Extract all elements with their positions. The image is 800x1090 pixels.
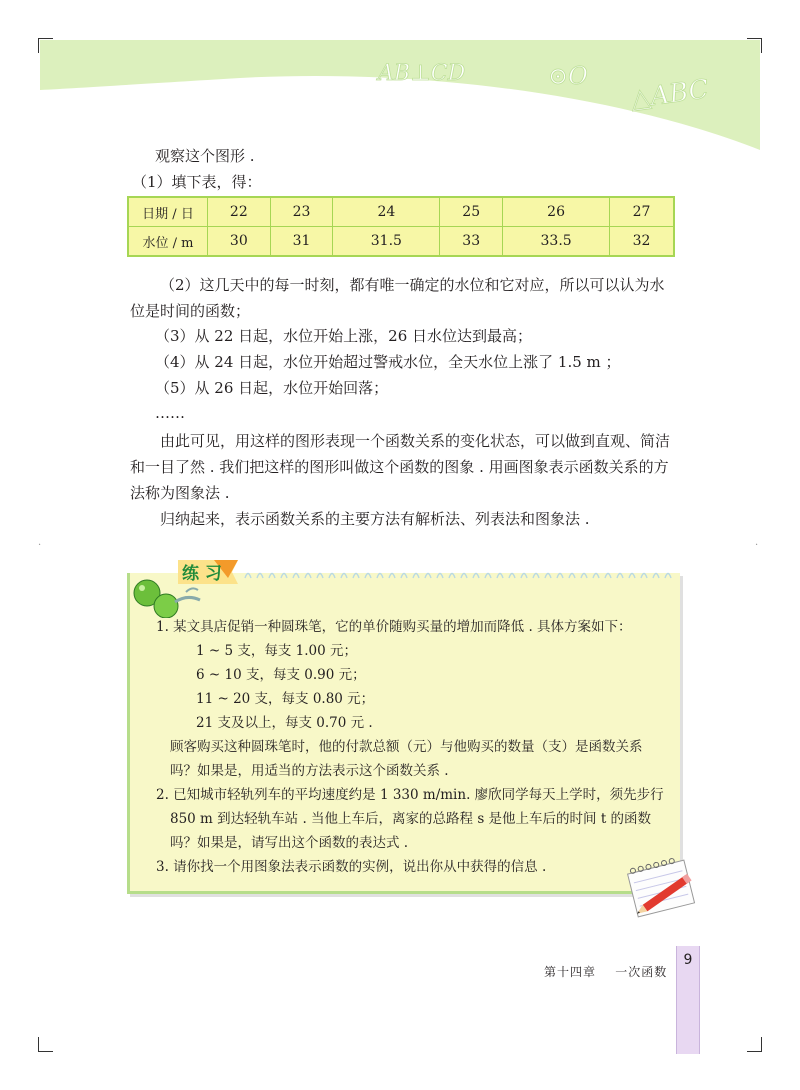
- conclusion-paragraph: 由此可见，用这样的图形表现一个函数关系的变化状态，可以做到直观、简洁和一目了然 . 我们把这样的图形叫做这个函数的图象 . 用画图象表示函数关系的方法称为图象法 .: [130, 432, 671, 502]
- practice-title-badge: [178, 560, 238, 584]
- circle-symbol-text: ⊙O: [548, 62, 588, 90]
- table-cell: 26: [503, 197, 610, 227]
- crop-mark-bottom-right: [747, 1037, 762, 1052]
- exercise-question-1: 1. 某文具店促销一种圆珠笔，它的单价随购买量的增加而降低 . 具体方案如下：: [156, 619, 632, 635]
- table-cell: 31.5: [333, 227, 440, 257]
- table-cell: 32: [610, 227, 674, 257]
- table-cell: 24: [333, 197, 440, 227]
- water-level-table: [127, 196, 675, 257]
- triangle-symbol-text: △ABC: [628, 74, 711, 115]
- step-1-text: （1）填下表，得：: [132, 173, 262, 191]
- table-cell: 31: [270, 227, 333, 257]
- step-4-text: （4）从 24 日起，水位开始超过警戒水位，全天水位上涨了 1.5 m ；: [155, 353, 621, 371]
- notebook-pencil-icon: [618, 852, 708, 924]
- exercise-box: [127, 573, 680, 894]
- exercise-header-art: [120, 548, 685, 618]
- exercise-question-3: 3. 请你找一个用图象法表示函数的实例，说出你从中获得的信息 .: [156, 859, 547, 875]
- perpendicular-symbol-text: AB⊥CD: [378, 61, 466, 86]
- margin-dot: ·: [755, 540, 759, 551]
- exercise-question-1-tail: 吗？如果是，用适当的方法表示这个函数关系 .: [170, 763, 449, 779]
- ellipsis-text: ……: [155, 404, 185, 422]
- table-cell: 30: [208, 227, 271, 257]
- step-3-text: （3）从 22 日起，水位开始上涨，26 日水位达到最高；: [155, 327, 533, 345]
- table-row-water-level: [128, 227, 674, 257]
- exercise-question-2-line-3: 吗？如果是，请写出这个函数的表达式 .: [170, 835, 409, 851]
- page-number: 9: [683, 952, 693, 968]
- exercise-price-line: 6 ~ 10 支，每支 0.90 元；: [196, 667, 366, 683]
- exercise-price-line: 21 支及以上，每支 0.70 元 .: [196, 715, 373, 731]
- table-header-date: 日期 / 日: [128, 197, 208, 227]
- exercise-price-line: 11 ~ 20 支，每支 0.80 元；: [196, 691, 375, 707]
- table-cell: 25: [440, 197, 503, 227]
- table-cell: 22: [208, 197, 271, 227]
- table-cell: 27: [610, 197, 674, 227]
- exercise-question-1-tail: 顾客购买这种圆珠笔时，他的付款总额（元）与他购买的数量（支）是函数关系: [170, 739, 643, 755]
- observe-text: 观察这个图形 .: [155, 147, 255, 165]
- margin-dot: ·: [38, 540, 42, 551]
- table-header-water-level: 水位 / m: [128, 227, 208, 257]
- exercise-question-2-line-2: 850 m 到达轻轨车站 . 当他上车后，离家的总路程 s 是他上车后的时间 t 的函数: [170, 811, 652, 827]
- peas-mascot-icon: [134, 580, 200, 618]
- chapter-title: 第十四章 一次函数: [544, 965, 668, 979]
- table-cell: 33.5: [503, 227, 610, 257]
- step-2-paragraph: （2）这几天中的每一时刻，都有唯一确定的水位和它对应，所以可以认为水位是时间的函数；: [130, 276, 665, 320]
- exercise-question-2: 2. 已知城市轻轨列车的平均速度约是 1 330 m/min. 廖欣同学每天上学时，须先步行: [156, 787, 664, 803]
- table-cell: 33: [440, 227, 503, 257]
- spiral-binding-icon: [245, 574, 671, 579]
- header-band: [0, 0, 800, 160]
- practice-title: 练 习: [182, 564, 222, 584]
- page-tab: [676, 946, 700, 1054]
- step-5-text: （5）从 26 日起，水位开始回落；: [155, 379, 389, 397]
- crop-mark-bottom-left: [38, 1037, 53, 1052]
- table-cell: 23: [270, 197, 333, 227]
- summary-paragraph: 归纳起来，表示函数关系的主要方法有解析法、列表法和图象法 .: [160, 510, 590, 528]
- exercise-price-line: 1 ~ 5 支，每支 1.00 元；: [196, 643, 358, 659]
- table-row-date: [128, 197, 674, 227]
